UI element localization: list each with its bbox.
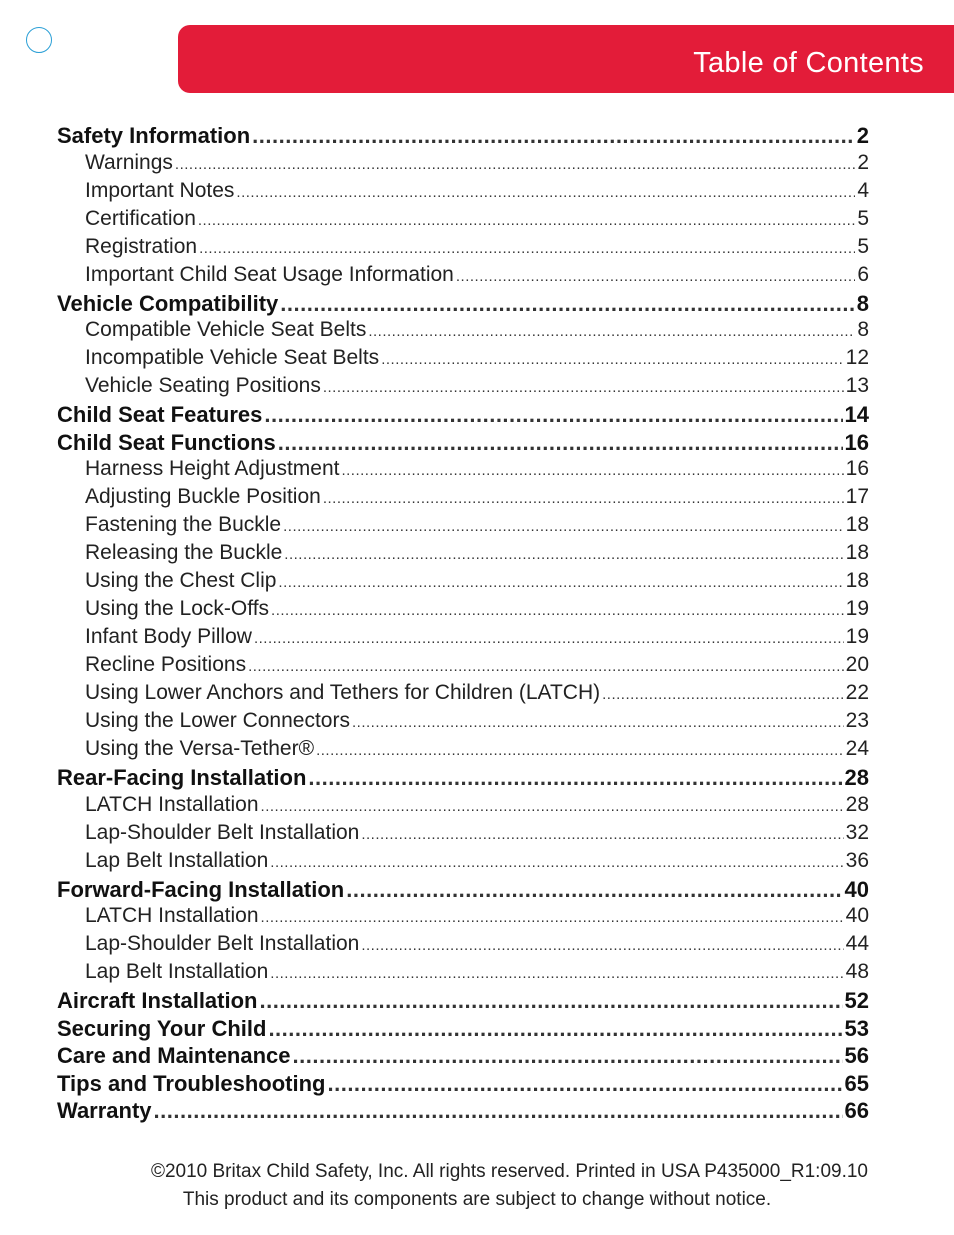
toc-entry-title: Releasing the Buckle <box>85 541 283 564</box>
toc-entry-title: Lap Belt Installation <box>85 848 269 872</box>
toc-entry-page: 32 <box>845 820 869 844</box>
toc-entry-title: Important Child Seat Usage Information <box>85 262 454 286</box>
toc-dot-leader <box>154 1098 843 1124</box>
toc-subsection-entry[interactable] <box>57 151 869 179</box>
toc-entry-title: Vehicle Compatibility <box>57 290 279 316</box>
toc-dot-leader <box>280 291 854 317</box>
toc-dot-leader <box>261 798 844 815</box>
toc-entry-title: Using the Versa-Tether® <box>85 737 315 760</box>
toc-subsection-entry[interactable] <box>57 541 869 569</box>
toc-dot-leader <box>270 965 843 982</box>
toc-entry-title: Vehicle Seating Positions <box>85 374 321 397</box>
toc-entry-title: Forward-Facing Installation <box>57 876 345 902</box>
toc-entry-page: 19 <box>845 625 869 648</box>
toc-entry-page: 22 <box>845 681 869 704</box>
toc-entry-page: 5 <box>857 206 869 230</box>
toc-subsection-entry[interactable] <box>57 904 869 932</box>
toc-entry-page: 40 <box>844 876 869 902</box>
binder-hole-marker <box>26 27 52 53</box>
toc-section-entry[interactable] <box>57 1043 869 1071</box>
toc-subsection-entry[interactable] <box>57 318 869 346</box>
toc-entry-page: 40 <box>845 904 869 927</box>
toc-section-entry[interactable] <box>57 430 869 458</box>
toc-entry-page: 36 <box>845 848 869 872</box>
toc-dot-leader <box>368 323 855 340</box>
toc-dot-leader <box>271 602 844 619</box>
toc-entry-page: 16 <box>845 457 869 480</box>
toc-dot-leader <box>252 123 855 149</box>
toc-dot-leader <box>308 765 842 791</box>
toc-subsection-entry[interactable] <box>57 569 869 597</box>
toc-entry-page: 2 <box>857 150 869 174</box>
toc-section-entry[interactable] <box>57 765 869 793</box>
toc-subsection-entry[interactable] <box>57 709 869 737</box>
toc-entry-page: 18 <box>845 513 869 536</box>
toc-entry-page: 56 <box>844 1043 869 1068</box>
toc-subsection-entry[interactable] <box>57 485 869 513</box>
header-bar <box>178 25 954 93</box>
toc-entry-page: 4 <box>857 178 869 202</box>
toc-entry-title: Warnings <box>85 150 173 174</box>
toc-dot-leader <box>316 742 844 759</box>
toc-entry-title: Certification <box>85 206 196 230</box>
toc-dot-leader <box>323 490 844 507</box>
toc-section-entry[interactable] <box>57 877 869 905</box>
toc-entry-page: 19 <box>845 597 869 620</box>
toc-dot-leader <box>254 630 844 647</box>
toc-dot-leader <box>346 877 842 903</box>
toc-entry-title: Warranty <box>57 1098 152 1123</box>
toc-entry-page: 12 <box>845 346 869 369</box>
toc-entry-title: Infant Body Pillow <box>85 625 252 648</box>
toc-dot-leader <box>352 714 844 731</box>
toc-subsection-entry[interactable] <box>57 513 869 541</box>
toc-dot-leader <box>381 351 843 368</box>
toc-dot-leader <box>278 574 843 591</box>
toc-subsection-entry[interactable] <box>57 793 869 821</box>
toc-dot-leader <box>361 937 843 954</box>
toc-entry-title: LATCH Installation <box>85 904 259 927</box>
toc-entry-page: 5 <box>857 234 869 258</box>
toc-entry-title: Safety Information <box>57 123 251 148</box>
toc-subsection-entry[interactable] <box>57 235 869 263</box>
page-title: Table of Contents <box>693 47 924 79</box>
toc-dot-leader <box>236 184 855 201</box>
toc-entry-title: Using the Chest Clip <box>85 569 277 592</box>
copyright-text: ©2010 Britax Child Safety, Inc. All rights reserved. Printed in USA P435000_R1:09.10 <box>150 1161 868 1182</box>
toc-entry-page: 18 <box>845 569 869 592</box>
toc-entry-page: 28 <box>844 765 869 790</box>
toc-entry-page: 66 <box>844 1098 869 1123</box>
toc-entry-page: 16 <box>844 429 869 455</box>
toc-section-entry[interactable] <box>57 123 869 151</box>
toc-dot-leader <box>327 1071 842 1097</box>
toc-entry-page: 2 <box>856 123 869 148</box>
toc-subsection-entry[interactable] <box>57 625 869 653</box>
toc-entry-page: 14 <box>844 402 869 427</box>
toc-entry-page: 17 <box>845 485 869 508</box>
toc-entry-title: LATCH Installation <box>85 792 259 816</box>
toc-entry-title: Aircraft Installation <box>57 988 258 1013</box>
toc-section-entry[interactable] <box>57 1016 869 1044</box>
toc-entry-page: 48 <box>845 960 869 983</box>
toc-entry-title: Child Seat Features <box>57 402 263 427</box>
toc-entry-page: 6 <box>857 262 869 286</box>
toc-subsection-entry[interactable] <box>57 374 869 402</box>
toc-subsection-entry[interactable] <box>57 960 869 988</box>
toc-entry-page: 18 <box>845 541 869 564</box>
toc-subsection-entry[interactable] <box>57 597 869 625</box>
toc-entry-title: Using Lower Anchors and Tethers for Children (LATCH) <box>85 681 601 704</box>
toc-entry-title: Registration <box>85 234 198 258</box>
toc-entry-title: Compatible Vehicle Seat Belts <box>85 318 367 341</box>
toc-entry-title: Incompatible Vehicle Seat Belts <box>85 346 380 369</box>
toc-dot-leader <box>264 402 842 428</box>
toc-subsection-entry[interactable] <box>57 346 869 374</box>
toc-section-entry[interactable] <box>57 988 869 1016</box>
toc-entry-title: Child Seat Functions <box>57 429 276 455</box>
toc-entry-title: Recline Positions <box>85 653 247 676</box>
toc-entry-title: Harness Height Adjustment <box>85 457 340 480</box>
toc-entry-page: 28 <box>845 792 869 816</box>
toc-dot-leader <box>259 988 842 1014</box>
toc-entry-title: Securing Your Child <box>57 1015 267 1041</box>
toc-subsection-entry[interactable] <box>57 737 869 765</box>
toc-dot-leader <box>198 212 855 229</box>
toc-entry-title: Rear-Facing Installation <box>57 765 307 790</box>
toc-entry-title: Adjusting Buckle Position <box>85 485 321 508</box>
toc-dot-leader <box>268 1016 842 1042</box>
toc-subsection-entry[interactable] <box>57 263 869 291</box>
toc-entry-title: Lap Belt Installation <box>85 960 269 983</box>
toc-entry-title: Using the Lock-Offs <box>85 597 270 620</box>
toc-section-entry[interactable] <box>57 402 869 430</box>
toc-entry-page: 20 <box>845 653 869 676</box>
toc-dot-leader <box>602 686 844 703</box>
toc-dot-leader <box>261 909 844 926</box>
toc-entry-title: Lap-Shoulder Belt Installation <box>85 932 360 955</box>
toc-entry-title: Lap-Shoulder Belt Installation <box>85 820 360 844</box>
toc-entry-page: 24 <box>845 737 869 760</box>
toc-entry-page: 52 <box>844 988 869 1013</box>
toc-dot-leader <box>278 430 843 456</box>
toc-entry-title: Using the Lower Connectors <box>85 709 350 732</box>
toc-section-entry[interactable] <box>57 1071 869 1099</box>
toc-section-entry[interactable] <box>57 1098 869 1126</box>
toc-dot-leader <box>270 854 843 871</box>
toc-dot-leader <box>456 268 855 285</box>
toc-dot-leader <box>361 826 843 843</box>
toc-dot-leader <box>284 546 843 563</box>
toc-subsection-entry[interactable] <box>57 207 869 235</box>
toc-entry-title: Fastening the Buckle <box>85 513 282 536</box>
toc-dot-leader <box>175 156 855 173</box>
toc-dot-leader <box>248 658 844 675</box>
toc-subsection-entry[interactable] <box>57 179 869 207</box>
toc-entry-page: 44 <box>845 932 869 955</box>
toc-subsection-entry[interactable] <box>57 932 869 960</box>
toc-entry-page: 8 <box>857 318 869 341</box>
toc-entry-page: 13 <box>845 374 869 397</box>
toc-section-entry[interactable] <box>57 291 869 319</box>
toc-entry-title: Tips and Troubleshooting <box>57 1070 326 1096</box>
toc-entry-page: 23 <box>845 709 869 732</box>
notice-text: This product and its components are subject to change without notice. <box>182 1189 772 1210</box>
toc-dot-leader <box>293 1043 843 1069</box>
toc-dot-leader <box>283 518 844 535</box>
toc-entry-page: 53 <box>844 1015 869 1041</box>
toc-subsection-entry[interactable] <box>57 457 869 485</box>
toc-entry-title: Important Notes <box>85 178 235 202</box>
toc-entry-page: 8 <box>856 290 869 316</box>
toc-dot-leader <box>341 462 843 479</box>
toc-subsection-entry[interactable] <box>57 681 869 709</box>
toc-dot-leader <box>323 379 844 396</box>
toc-subsection-entry[interactable] <box>57 821 869 849</box>
toc-entry-title: Care and Maintenance <box>57 1043 291 1068</box>
table-of-contents <box>57 123 869 1126</box>
toc-subsection-entry[interactable] <box>57 849 869 877</box>
toc-dot-leader <box>199 240 855 257</box>
toc-entry-page: 65 <box>844 1070 869 1096</box>
toc-subsection-entry[interactable] <box>57 653 869 681</box>
